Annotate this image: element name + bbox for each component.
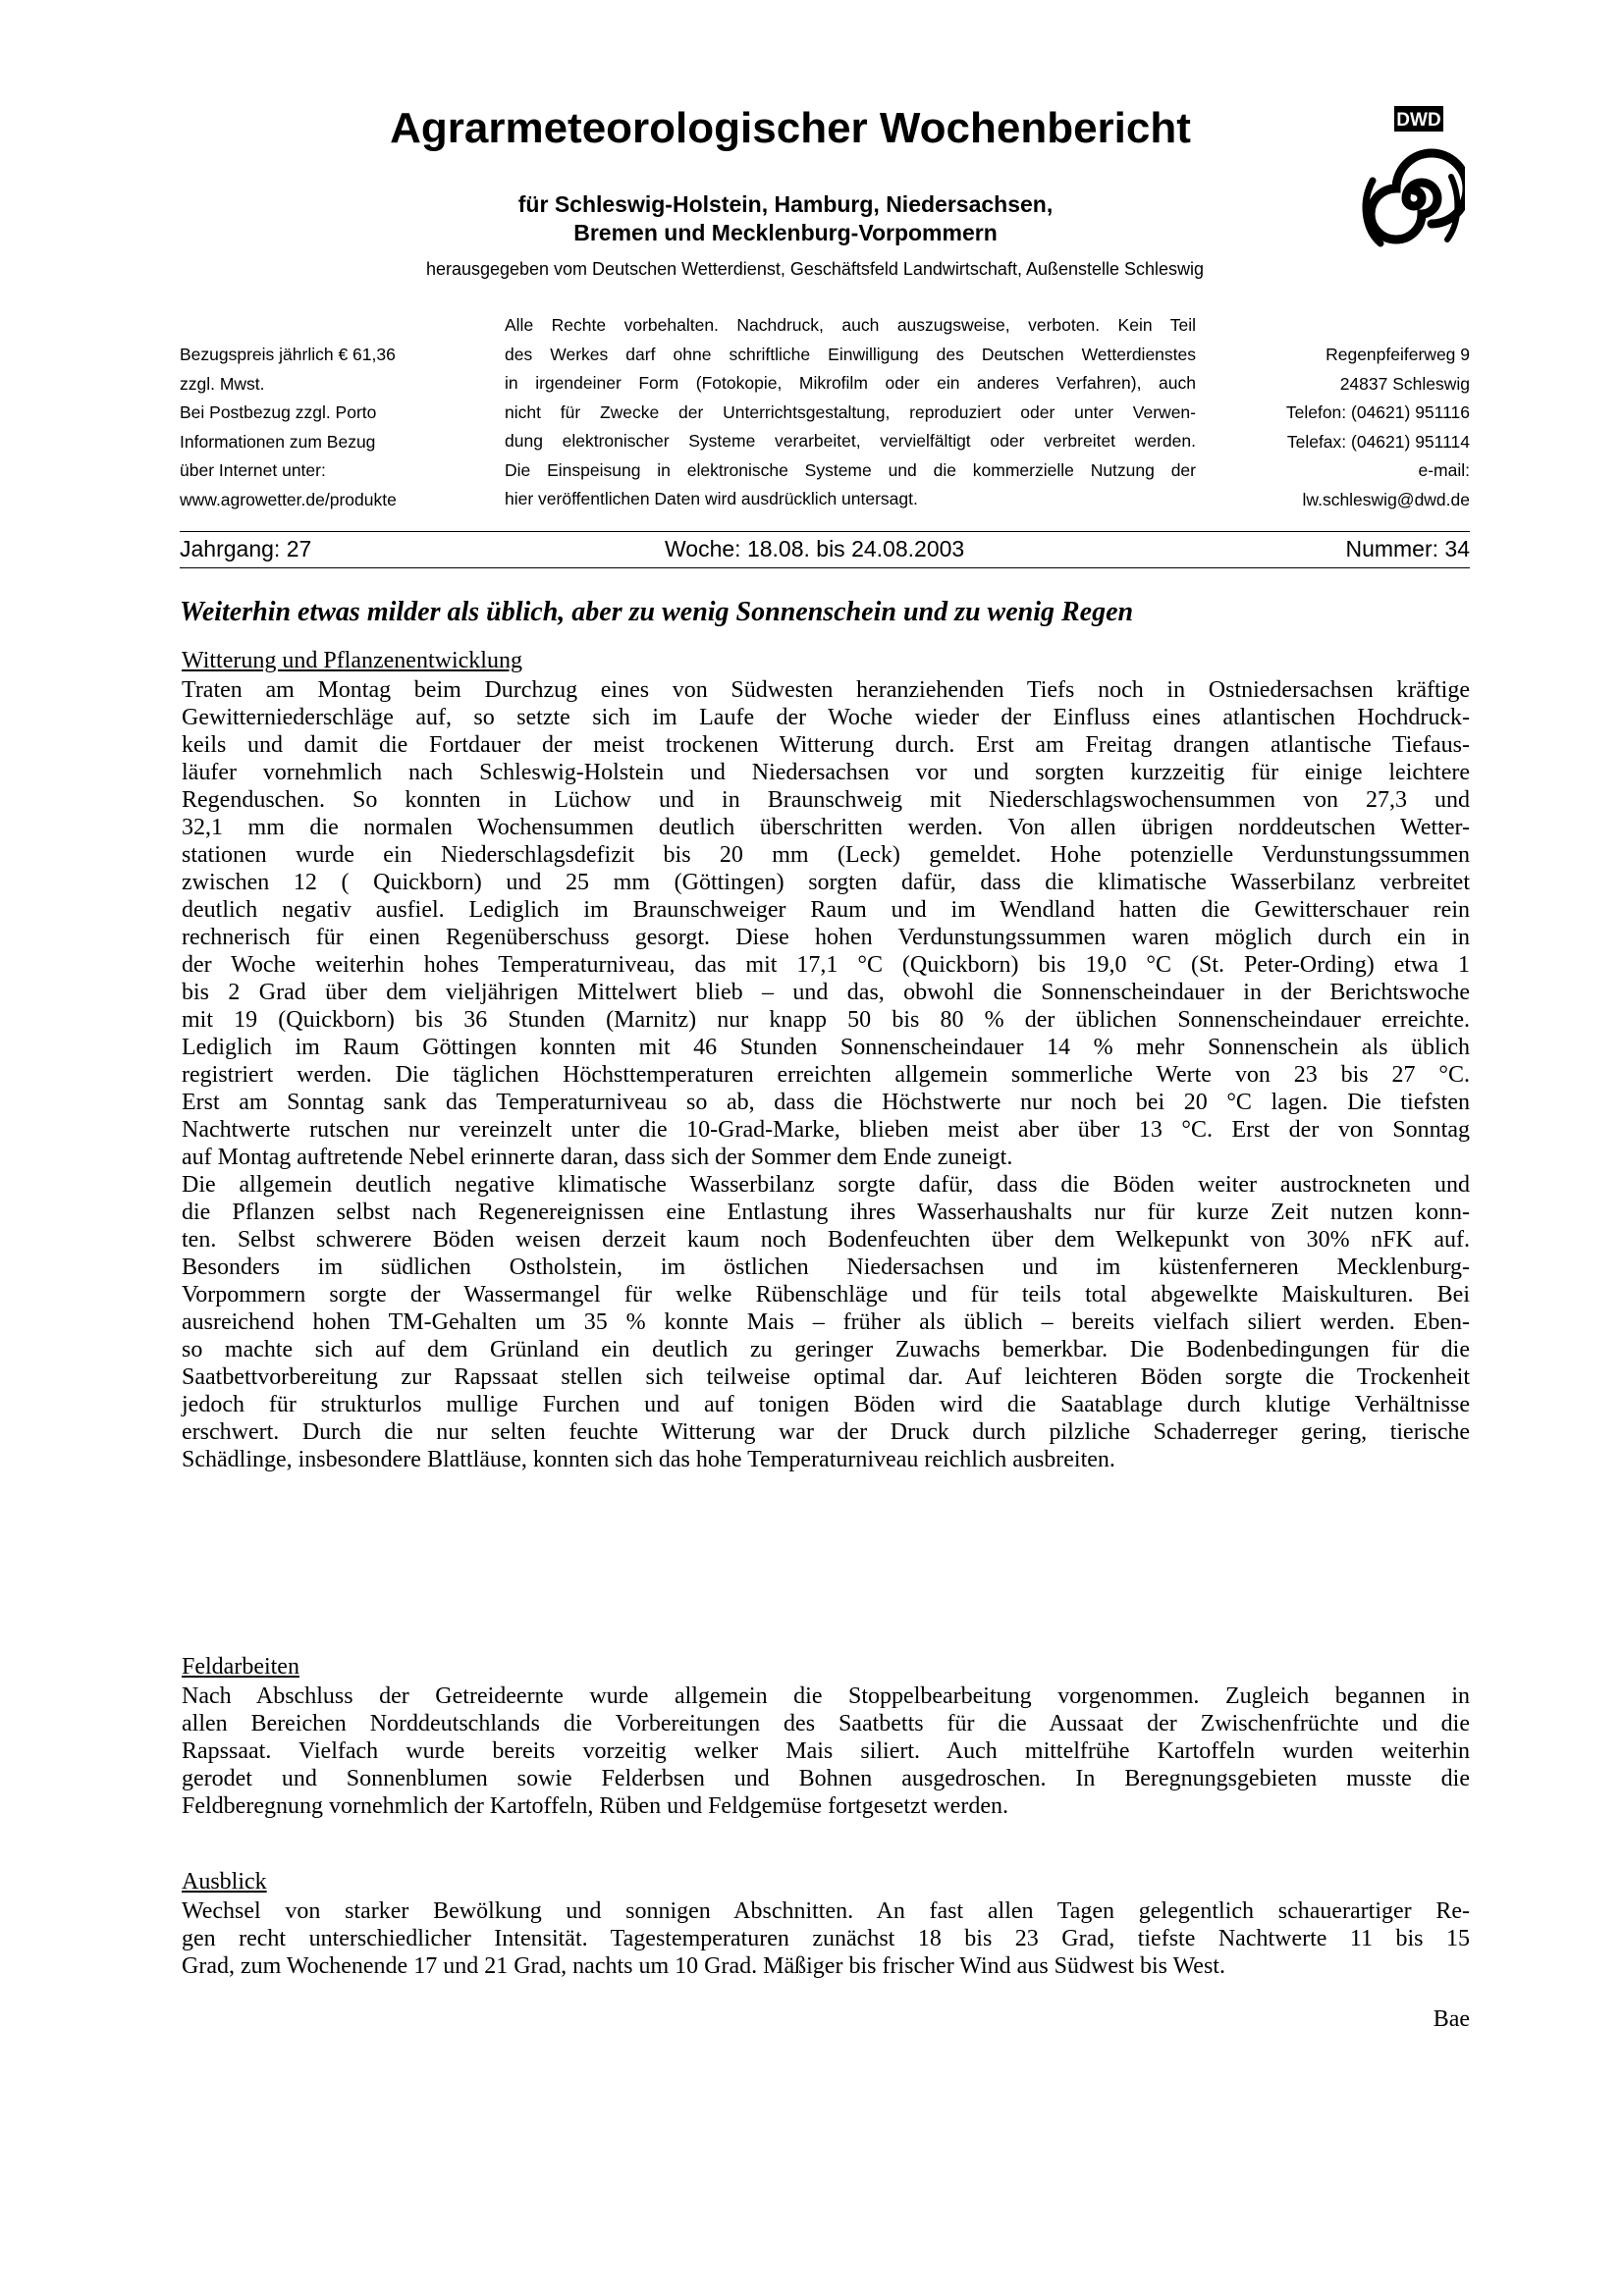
- contact-line: 24837 Schleswig: [1339, 373, 1470, 394]
- text-line: Traten am Montag beim Durchzug eines von Südwesten heranziehenden Tiefs noch in Ostniedersachsen kräftige: [182, 677, 1470, 703]
- copyright-line: Die Einspeisung in elektronische Systeme und die kommerzielle Nutzung der: [505, 459, 1196, 480]
- text-line: mit 19 (Quickborn) bis 36 Stunden (Marnitz) nur knapp 50 bis 80 % der üblichen Sonnenscheindauer erreichte.: [182, 1007, 1470, 1033]
- text-line: Feldberegnung vornehmlich der Kartoffeln, Rüben und Feldgemüse fortgesetzt werden.: [182, 1793, 1008, 1819]
- text-line: zwischen 12 ( Quickborn) und 25 mm (Göttingen) sorgten dafür, dass die klimatische Wasserbilanz verbreitet: [182, 870, 1470, 895]
- contact-email-label: e-mail:: [1418, 460, 1470, 480]
- text-line: keils und damit die Fortdauer der meist trockenen Witterung durch. Erst am Freitag drangen atlantische Tiefaus-: [182, 732, 1470, 758]
- section-heading-outlook: Ausblick: [182, 1869, 267, 1895]
- text-line: auf Montag auftretende Nebel erinnerte daran, dass sich der Sommer dem Ende zuneigt.: [182, 1145, 1013, 1170]
- copyright-line: dung elektronischer Systeme verarbeitet, vervielfältigt oder verbreitet werden.: [505, 431, 1196, 451]
- text-line: der Woche weiterhin hohes Temperaturniveau, das mit 17,1 °C (Quickborn) bis 19,0 °C (St. Peter-Ording) etwa 1: [182, 952, 1470, 978]
- text-line: die Pflanzen selbst nach Regenereignissen eine Entlastung ihres Wasserhaushalts nur für kurze Zeit nutzen konn-: [182, 1200, 1470, 1225]
- text-line: Nachtwerte rutschen nur vereinzelt unter die 10-Grad-Marke, blieben meist aber über 13 °C. Erst der von Sonntag: [182, 1117, 1470, 1143]
- report-headline: Weiterhin etwas milder als üblich, aber zu wenig Sonnenschein und zu wenig Regen: [180, 597, 1134, 627]
- text-line: jedoch für strukturlos mullige Furchen und auf tonigen Böden wird die Saatablage durch klutige Verhältnisse: [182, 1392, 1470, 1417]
- subscription-url: www.agrowetter.de/produkte: [180, 489, 397, 509]
- text-line: gen recht unterschiedlicher Intensität. Tagestemperaturen zunächst 18 bis 23 Grad, tiefste Nachtwerte 11 bis 15: [182, 1926, 1470, 1951]
- text-line: stationen wurde ein Niederschlagsdefizit bis 20 mm (Leck) gemeldet. Hohe potenzielle Verdunstungssummen: [182, 842, 1470, 868]
- report-subtitle: [393, 190, 1178, 247]
- text-line: Schädlinge, insbesondere Blattläuse, konnten sich das hohe Temperaturniveau reichlich ausbreiten.: [182, 1447, 1115, 1472]
- text-line: 32,1 mm die normalen Wochensummen deutlich überschritten werden. Von allen übrigen norddeutschen Wetter-: [182, 815, 1470, 840]
- copyright-line: nicht für Zwecke der Unterrichtsgestaltung, reproduziert oder unter Verwen-: [505, 401, 1196, 422]
- subscription-line: Informationen zum Bezug: [180, 431, 376, 452]
- dwd-logo-icon: [1357, 104, 1465, 261]
- text-line: Regenduschen. So konnten in Lüchow und in Braunschweig mit Niederschlagswochensummen von 27,3 und: [182, 787, 1470, 813]
- subtitle-line-1: für Schleswig-Holstein, Hamburg, Niedersachsen,: [517, 191, 1054, 217]
- contact-info: [1168, 341, 1470, 514]
- section-body-outlook: [182, 1897, 1470, 1980]
- copyright-line: Alle Rechte vorbehalten. Nachdruck, auch auszugsweise, verboten. Kein Teil: [505, 315, 1196, 335]
- text-line: Gewitterniederschläge auf, so setzte sich im Laufe der Woche wieder der Einfluss eines atlantischen Hochdruck-: [182, 705, 1470, 730]
- publisher-line: herausgegeben vom Deutschen Wetterdienst, Geschäftsfeld Landwirtschaft, Außenstelle Schleswig: [425, 259, 1205, 279]
- copyright-line: in irgendeiner Form (Fotokopie, Mikrofilm oder ein anderes Verfahren), auch: [505, 373, 1196, 393]
- text-line: gerodet und Sonnenblumen sowie Felderbsen und Bohnen ausgedroschen. In Beregnungsgebieten musste die: [182, 1766, 1470, 1791]
- contact-phone: Telefon: (04621) 951116: [1285, 402, 1470, 422]
- copyright-line: hier veröffentlichen Daten wird ausdrücklich untersagt.: [505, 489, 918, 508]
- text-line: ten. Selbst schwerere Böden weisen derzeit kaum noch Bodenfeuchten über dem Welkepunkt von 30% nFK auf.: [182, 1227, 1470, 1253]
- section-heading-weather: Witterung und Pflanzenentwicklung: [182, 648, 522, 673]
- text-line: Grad, zum Wochenende 17 und 21 Grad, nachts um 10 Grad. Mäßiger bis frischer Wind aus Südwest bis West.: [182, 1953, 1225, 1979]
- text-line: Saatbettvorbereitung zur Rapssaat stellen sich teilweise optimal dar. Auf leichteren Böden sorgte die Trockenheit: [182, 1364, 1470, 1390]
- copyright-line: des Werkes darf ohne schriftliche Einwilligung des Deutschen Wetterdienstes: [505, 344, 1196, 364]
- text-line: Nach Abschluss der Getreideernte wurde allgemein die Stoppelbearbeitung vorgenommen. Zugleich begannen in: [182, 1683, 1470, 1709]
- contact-fax: Telefax: (04621) 951114: [1286, 431, 1470, 452]
- subscription-line: zzgl. Mwst.: [180, 373, 265, 394]
- subscription-info: [180, 341, 397, 514]
- text-line: Wechsel von starker Bewölkung und sonnigen Abschnitten. An fast allen Tagen gelegentlich schauerartiger Re-: [182, 1898, 1470, 1924]
- text-line: bis 2 Grad über dem vieljährigen Mittelwert blieb – und das, obwohl die Sonnenscheindauer in der Berichtswoche: [182, 980, 1470, 1005]
- issue-bar: [180, 531, 1470, 568]
- text-line: ausreichend hohen TM-Gehalten um 35 % konnte Mais – früher als üblich – bereits vielfach siliert werden. Eben-: [182, 1309, 1470, 1335]
- section-heading-fieldwork: Feldarbeiten: [182, 1654, 299, 1680]
- issue-week: Woche: 18.08. bis 24.08.2003: [665, 536, 965, 561]
- text-line: Lediglich im Raum Göttingen konnten mit 46 Stunden Sonnenscheindauer 14 % mehr Sonnenschein als üblich: [182, 1035, 1470, 1060]
- text-line: erschwert. Durch die nur selten feuchte Witterung war der Druck durch pilzliche Schaderreger gering, tierische: [182, 1419, 1470, 1445]
- section-body-fieldwork: [182, 1682, 1470, 1820]
- subscription-line: Bei Postbezug zzgl. Porto: [180, 402, 377, 422]
- copyright-notice: [505, 311, 1196, 514]
- text-line: läufer vornehmlich nach Schleswig-Holstein und Niedersachsen vor und sorgten kurzzeitig für einige leichtere: [182, 760, 1470, 785]
- issue-number: Nummer: 34: [1345, 536, 1470, 561]
- contact-line: Regenpfeiferweg 9: [1325, 345, 1470, 364]
- contact-email: lw.schleswig@dwd.de: [1302, 489, 1470, 509]
- text-line: rechnerisch für einen Regenüberschuss gesorgt. Diese hohen Verdunstungssummen waren möglich durch ein in: [182, 925, 1470, 950]
- author-signature: Bae: [1433, 2006, 1470, 2032]
- text-line: so machte sich auf dem Grünland ein deutlich zu geringer Zuwachs bemerkbar. Die Bodenbedingungen für die: [182, 1337, 1470, 1362]
- subtitle-line-2: Bremen und Mecklenburg-Vorpommern: [573, 220, 998, 245]
- subscription-line: Bezugspreis jährlich € 61,36: [180, 345, 396, 364]
- text-line: deutlich negativ ausfiel. Lediglich im Braunschweiger Raum und im Wendland hatten die Gewitterschauer rein: [182, 897, 1470, 923]
- report-title: Agrarmeteorologischer Wochenbericht: [390, 104, 1191, 152]
- text-line: Rapssaat. Vielfach wurde bereits vorzeitig welker Mais siliert. Auch mittelfrühe Kartoffeln wurden weiterhin: [182, 1738, 1470, 1764]
- section-body-weather: [182, 676, 1470, 1473]
- dwd-logo-text: DWD: [1396, 110, 1441, 131]
- text-line: registriert werden. Die täglichen Höchsttemperaturen erreichten allgemein sommerliche Werte von 23 bis 27 °C.: [182, 1062, 1470, 1088]
- text-line: Die allgemein deutlich negative klimatische Wasserbilanz sorgte dafür, dass die Böden weiter austrockneten und: [182, 1172, 1470, 1198]
- subscription-line: über Internet unter:: [180, 460, 326, 480]
- text-line: Vorpommern sorgte der Wassermangel für welke Rübenschläge und für teils total abgewelkte Maiskulturen. Bei: [182, 1282, 1470, 1308]
- text-line: Besonders im südlichen Ostholstein, im östlichen Niedersachsen und im küstenferneren Mecklenburg-: [182, 1255, 1470, 1280]
- text-line: allen Bereichen Norddeutschlands die Vorbereitungen des Saatbetts für die Aussaat der Zwischenfrüchte und die: [182, 1711, 1470, 1736]
- issue-volume: Jahrgang: 27: [180, 536, 312, 561]
- text-line: Erst am Sonntag sank das Temperaturniveau so ab, dass die Höchstwerte nur noch bei 20 °C lagen. Die tiefsten: [182, 1090, 1470, 1115]
